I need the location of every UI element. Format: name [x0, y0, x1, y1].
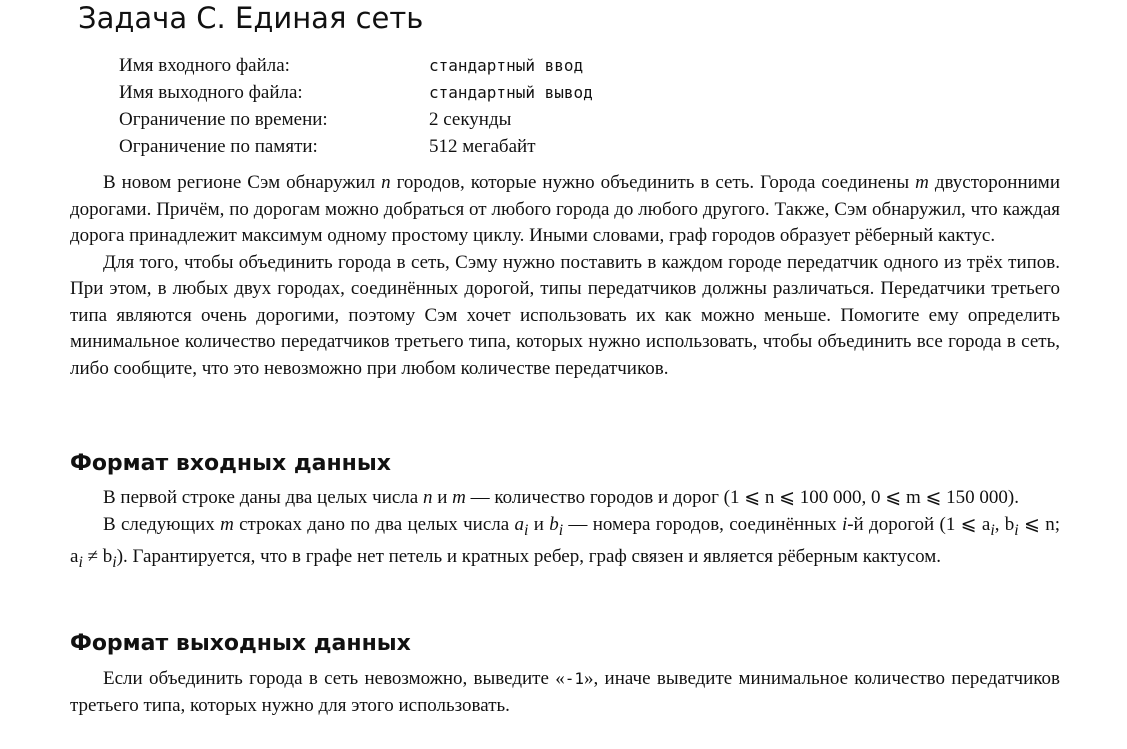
- statement-paragraph-2: Для того, чтобы объединить города в сеть, Сэму нужно поставить в каждом городе передатчик одного из трёх типов. При этом, в любых двух городах, соединённых дорогой, типы передатчиков должны различаться. Передатчики третьего типа являются очень дорогими, поэтому Сэм хочет использовать их как можно меньше. Помогите ему определить минимальное количество передатчиков третьего типа, которых нужно использовать, чтобы объединить все города в сеть, либо сообщите, что это невозможно при любом количестве передатчиков.: [70, 251, 1060, 379]
- text: », иначе выведите минимальное количество передатчиков третьего типа, которых нужно для этого использовать.: [70, 668, 1060, 716]
- math-a: a: [514, 513, 525, 535]
- text: и: [432, 487, 453, 508]
- text: Если объединить города в сеть невозможно, выведите «: [103, 668, 565, 689]
- meta-value: 512 мегабайт: [429, 136, 536, 157]
- math-range: , b: [994, 513, 1015, 535]
- math-constraint-m: 0 ⩽ m ⩽ 150 000: [871, 487, 1008, 508]
- meta-value: 2 секунды: [429, 109, 512, 130]
- text: и: [528, 513, 550, 535]
- math-n: n: [422, 487, 433, 508]
- input-format: [70, 485, 1060, 576]
- math-m: m: [915, 172, 929, 193]
- input-format-heading: Формат входных данных: [70, 451, 391, 476]
- code-minus-one: -1: [564, 669, 584, 688]
- text: городов, которые нужно объединить в сеть. Города соединены: [390, 172, 916, 193]
- text: В первой строке даны два целых числа: [103, 487, 423, 508]
- input-paragraph-1: [70, 485, 1060, 512]
- math-n: n: [381, 172, 391, 193]
- statement: [70, 170, 1060, 382]
- math-subscript: i: [1014, 521, 1019, 539]
- text: В следующих: [103, 513, 221, 535]
- math-i: i: [841, 513, 848, 535]
- math-subscript: i: [558, 521, 564, 539]
- meta-key: Имя выходного файла:: [119, 82, 303, 103]
- meta-value: стандартный ввод: [429, 56, 584, 75]
- math-subscript: i: [524, 521, 529, 539]
- output-format: [70, 666, 1060, 719]
- text: -й дорогой (: [847, 513, 946, 535]
- meta-key: Имя входного файла:: [119, 55, 290, 76]
- math-range: ⩽ n; a: [70, 513, 1061, 567]
- text: — количество городов и дорог (: [465, 487, 730, 508]
- text: ). Гарантируется, что в графе нет петель и кратных ребер, граф связен и является рёберным кактусом.: [116, 545, 941, 567]
- math-subscript: i: [112, 553, 117, 571]
- math-range: ≠ b: [82, 545, 113, 567]
- text: ).: [1007, 487, 1019, 508]
- statement-paragraph-1: [70, 170, 1060, 250]
- meta-key: Ограничение по времени:: [119, 109, 328, 130]
- text: ,: [861, 487, 872, 508]
- text: строках дано по два целых числа: [233, 513, 515, 535]
- text: В новом регионе Сэм обнаружил: [103, 172, 382, 193]
- math-subscript: i: [990, 521, 995, 539]
- text: двусторонними дорогами. Причём, по дорогам можно добраться от любого города до любого другого. Также, Сэм обнаружил, что каждая дорога принадлежит максимум одному простому циклу. Иными словами, граф городов образует рёберный кактус.: [70, 172, 1060, 246]
- problem-title: Задача C. Единая сеть: [78, 1, 424, 35]
- meta-value: стандартный вывод: [429, 83, 593, 102]
- math-range: 1 ⩽ a: [945, 513, 991, 535]
- math-m: m: [220, 513, 234, 535]
- math-constraint-n: 1 ⩽ n ⩽ 100 000: [729, 487, 862, 508]
- meta-key: Ограничение по памяти:: [119, 136, 318, 157]
- math-m: m: [452, 487, 466, 508]
- output-paragraph-1: [70, 666, 1060, 719]
- math-b: b: [549, 513, 559, 535]
- math-subscript: i: [78, 553, 83, 571]
- text: — номера городов, соединённых: [563, 513, 842, 535]
- output-format-heading: Формат выходных данных: [70, 631, 411, 656]
- input-paragraph-2: [70, 512, 1060, 577]
